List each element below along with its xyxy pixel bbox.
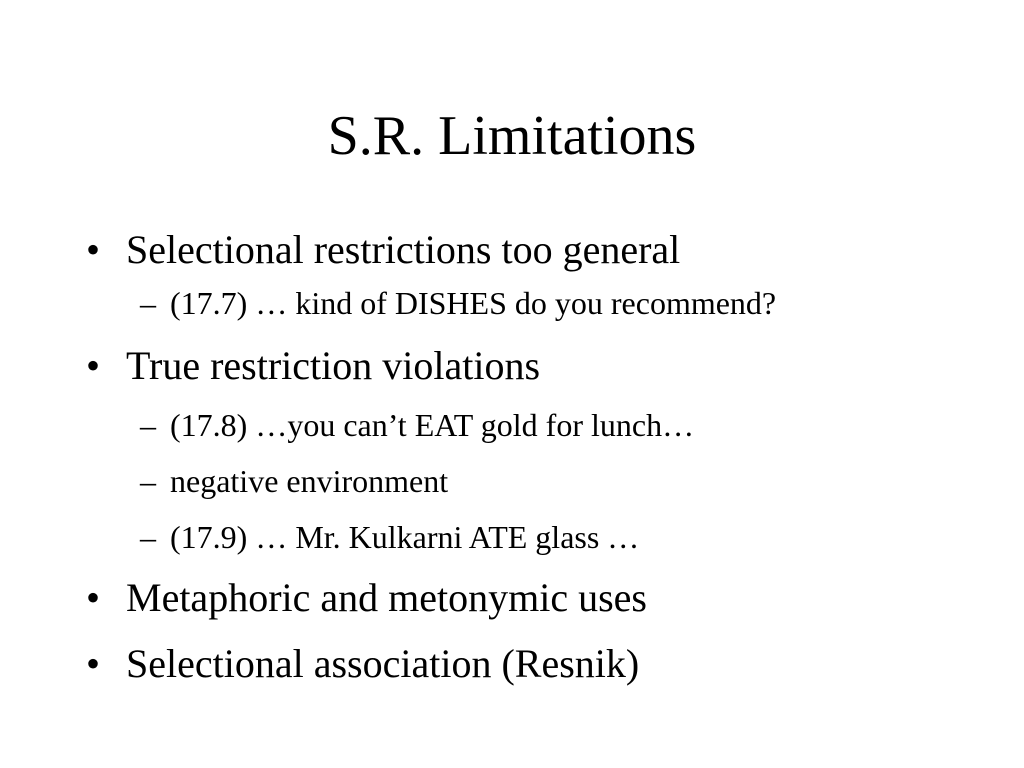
bullet-list xyxy=(0,226,1024,688)
dash-icon: – xyxy=(140,519,156,555)
bullet-icon: • xyxy=(86,575,101,620)
slide-title: S.R. Limitations xyxy=(327,105,697,167)
bullet-text: Metaphoric and metonymic uses xyxy=(126,575,647,620)
bullet-text: Selectional restrictions too general xyxy=(126,227,681,272)
bullet-item xyxy=(0,640,1024,688)
dash-icon: – xyxy=(140,407,156,443)
dash-icon: – xyxy=(140,285,156,321)
sub-bullet-item xyxy=(0,518,1024,556)
sub-bullet-text: (17.9) … Mr. Kulkarni ATE glass … xyxy=(170,519,640,555)
sub-bullet-item xyxy=(0,284,1024,322)
bullet-icon: • xyxy=(86,343,101,388)
bullet-item xyxy=(0,226,1024,274)
sub-bullet-item xyxy=(0,406,1024,444)
sub-bullet-text: (17.7) … kind of DISHES do you recommend? xyxy=(170,285,777,321)
bullet-text: True restriction violations xyxy=(126,343,541,388)
bullet-text: Selectional association (Resnik) xyxy=(126,641,640,686)
bullet-item xyxy=(0,342,1024,390)
bullet-item xyxy=(0,574,1024,622)
sub-bullet-text: negative environment xyxy=(170,463,449,499)
bullet-icon: • xyxy=(86,227,101,272)
dash-icon: – xyxy=(140,463,156,499)
sub-bullet-item xyxy=(0,462,1024,500)
bullet-icon: • xyxy=(86,641,101,686)
sub-bullet-text: (17.8) …you can’t EAT gold for lunch… xyxy=(170,407,695,443)
